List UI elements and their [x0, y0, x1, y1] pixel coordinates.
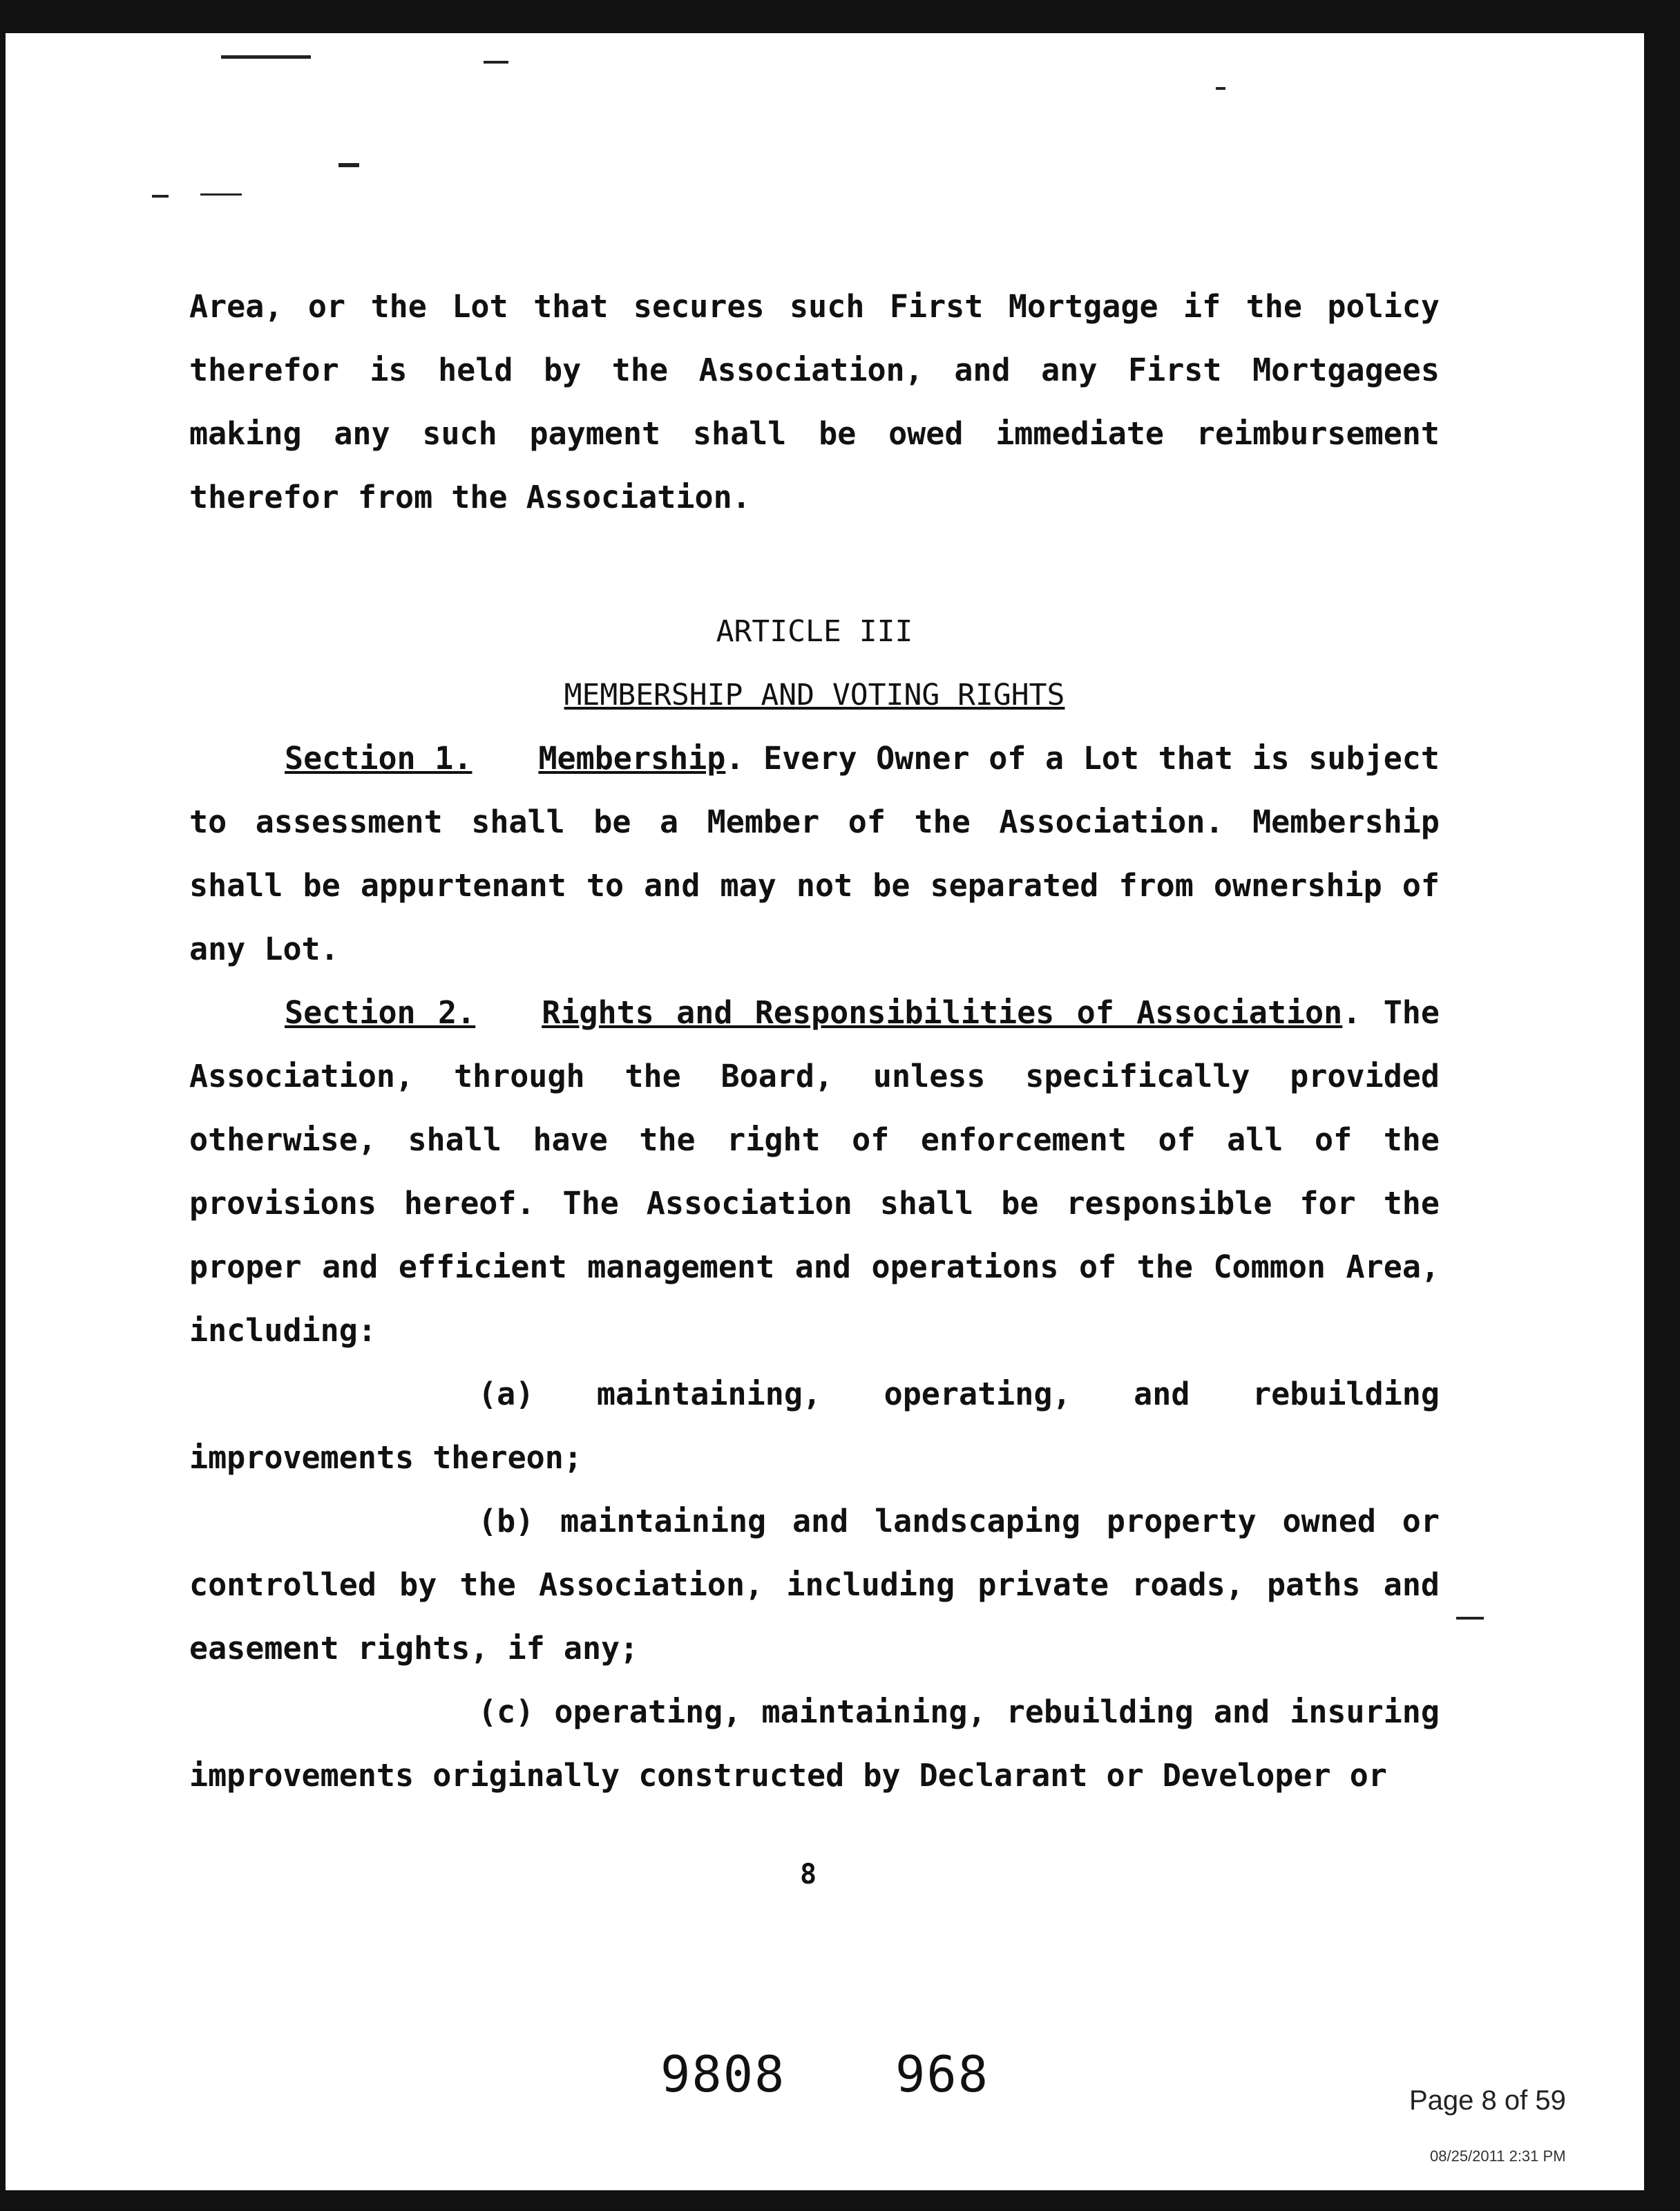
section-1-number: Section 1. — [285, 740, 472, 777]
page-of-indicator: Page 8 of 59 — [1409, 2085, 1566, 2116]
scan-border-bottom — [0, 2190, 1680, 2211]
article-number: ARTICLE III — [716, 614, 913, 649]
scan-speck — [152, 195, 169, 198]
page-number: 8 — [799, 1859, 817, 1890]
section-2-title: Rights and Responsibilities of Association — [542, 994, 1343, 1031]
stamp-book-number: 9808 — [660, 2045, 786, 2103]
section-2-text: . The Association, through the Board, unless specifically provided otherwise, shall have the right of enforcement of all of the provisions hereof. The Association shall be responsible for the proper and efficient management and operations of the Common Area, including: — [189, 994, 1440, 1349]
item-b: (b) maintaining and landscaping property owned or controlled by the Association, including private roads, paths and easement rights, if any; — [189, 1503, 1440, 1667]
scan-speck — [1216, 87, 1225, 90]
item-c: (c) operating, maintaining, rebuilding and insuring improvements originally constructed by Declarant or Developer or — [189, 1693, 1440, 1794]
article-heading: MEMBERSHIP AND VOTING RIGHTS — [564, 678, 1065, 712]
scan-speck — [338, 163, 359, 167]
scan-border-top — [0, 0, 1680, 33]
stamp-page-number: 968 — [895, 2045, 990, 2103]
section-2 — [189, 981, 1440, 1363]
scan-speck — [1456, 1617, 1484, 1620]
document-body — [189, 275, 1440, 529]
section-2-number: Section 2. — [285, 994, 476, 1031]
scan-border-right — [1644, 0, 1680, 2211]
item-a: (a) maintaining, operating, and rebuilding improvements thereon; — [189, 1376, 1440, 1476]
paragraph-continued: Area, or the Lot that secures such First Mortgage if the policy therefor is held by the Association, and any First Mortgagees making any such payment shall be owed immediate reimbursement therefor from the Association. — [189, 288, 1440, 515]
section-1-title: Membership — [538, 740, 726, 777]
section-1-text: . Every Owner of a Lot that is subject to assessment shall be a Member of the Association. Membership shall be appurtenant to and may not be separated from ownership of any Lot. — [189, 740, 1440, 967]
section-1 — [189, 727, 1440, 981]
scan-speck — [484, 61, 508, 64]
scan-speck — [221, 55, 311, 59]
scan-border-left — [0, 0, 6, 2211]
sections — [189, 727, 1440, 1807]
scan-speck — [200, 193, 242, 196]
print-timestamp: 08/25/2011 2:31 PM — [1430, 2147, 1566, 2165]
